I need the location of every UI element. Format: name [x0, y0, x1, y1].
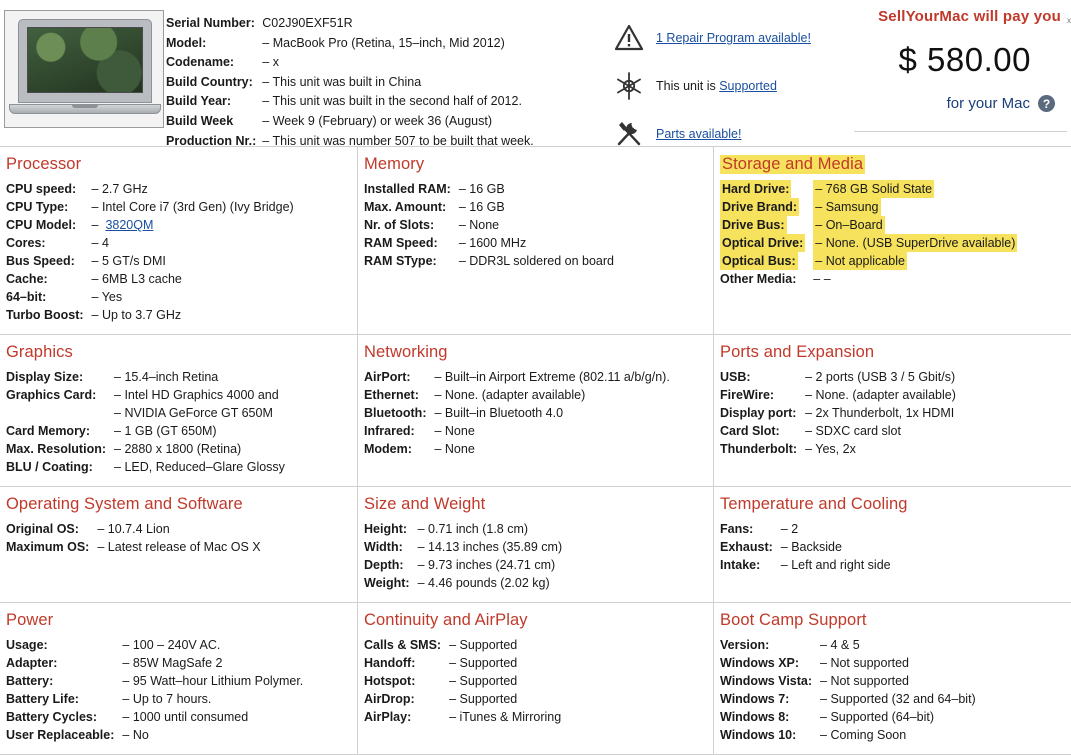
- other-media-value: – –: [813, 272, 831, 286]
- user-replaceable-value: – No: [122, 728, 149, 742]
- model-value: – MacBook Pro (Retina, 15–inch, Mid 2012): [262, 35, 505, 50]
- parts-available-text: [656, 127, 741, 141]
- depth-label: Depth:: [364, 558, 404, 572]
- table-row: [6, 386, 357, 404]
- width-label: Width:: [364, 540, 403, 554]
- table-row: [364, 234, 713, 252]
- table-row: [720, 404, 1071, 422]
- build-week-label: Build Week: [166, 113, 234, 128]
- section-temperature: [713, 487, 1071, 602]
- table-row: [720, 368, 1071, 386]
- table-row: [6, 198, 357, 216]
- ram-speed-value: – 1600 MHz: [458, 236, 527, 250]
- table-row: [720, 520, 1071, 538]
- windows-xp-label: Windows XP:: [720, 656, 800, 670]
- cpu-speed-label: CPU speed:: [6, 182, 77, 196]
- hotspot-value: – Supported: [449, 674, 518, 688]
- price-amount: $ 580.00: [898, 41, 1031, 78]
- display-size-label: Display Size:: [6, 370, 84, 384]
- section-ports: [713, 335, 1071, 486]
- continuity-table: [364, 636, 713, 726]
- warning-icon: [612, 21, 646, 55]
- power-table: [6, 636, 357, 744]
- hard-drive-value: – 768 GB Solid State: [815, 182, 933, 196]
- ram-speed-label: RAM Speed:: [364, 236, 438, 250]
- fans-value: – 2: [780, 522, 799, 536]
- section-storage: [713, 147, 1071, 334]
- macbook-thumbnail: [4, 10, 164, 128]
- bootcamp-title: Boot Camp Support: [720, 611, 867, 629]
- repair-program-link[interactable]: 1 Repair Program available!: [656, 31, 811, 45]
- table-row: [166, 112, 534, 132]
- exhaust-label: Exhaust:: [720, 540, 773, 554]
- ram-stype-label: RAM SType:: [364, 254, 437, 268]
- corner-note: x: [1067, 16, 1071, 25]
- airplay-label: AirPlay:: [364, 710, 412, 724]
- cores-label: Cores:: [6, 236, 46, 250]
- section-networking: [357, 335, 713, 486]
- ethernet-value: – None. (adapter available): [434, 388, 586, 402]
- table-row: [720, 422, 1071, 440]
- blu-coating-label: BLU / Coating:: [6, 460, 93, 474]
- table-row: [364, 422, 713, 440]
- turbo-boost-label: Turbo Boost:: [6, 308, 84, 322]
- cache-value: – 6MB L3 cache: [91, 272, 182, 286]
- battery-cycles-value: – 1000 until consumed: [122, 710, 249, 724]
- max-amount-value: – 16 GB: [458, 200, 505, 214]
- section-continuity: [357, 603, 713, 754]
- section-size: [357, 487, 713, 602]
- usage-value: – 100 – 240V AC.: [122, 638, 221, 652]
- support-status-badge: [612, 62, 851, 110]
- drive-brand-label: Drive Brand:: [722, 200, 798, 214]
- battery-life-label: Battery Life:: [6, 692, 79, 706]
- table-row: [6, 252, 357, 270]
- table-row: [720, 386, 1071, 404]
- turbo-boost-value: – Up to 3.7 GHz: [91, 308, 182, 322]
- maximum-os-label: Maximum OS:: [6, 540, 90, 554]
- serial-number-label: Serial Number:: [166, 16, 255, 30]
- table-row: [6, 520, 357, 538]
- processor-table: [6, 180, 357, 324]
- graphics-card-label: Graphics Card:: [6, 388, 97, 402]
- 64bit-label: 64–bit:: [6, 290, 47, 304]
- height-value: – 0.71 inch (1.8 cm): [417, 522, 529, 536]
- table-row: [6, 538, 357, 556]
- table-row: [6, 672, 357, 690]
- spec-row-3: [0, 487, 1071, 603]
- graphics-title: Graphics: [6, 343, 73, 361]
- cpu-type-label: CPU Type:: [6, 200, 69, 214]
- windows-8-value: – Supported (64–bit): [820, 710, 934, 724]
- table-row: [364, 368, 713, 386]
- table-row: [364, 180, 713, 198]
- nr-slots-label: Nr. of Slots:: [364, 218, 435, 232]
- codename-value: – x: [262, 55, 279, 70]
- laptop-base-icon: [9, 104, 161, 114]
- max-amount-label: Max. Amount:: [364, 200, 447, 214]
- hotspot-label: Hotspot:: [364, 674, 416, 688]
- optical-drive-label: Optical Drive:: [722, 236, 804, 250]
- max-resolution-label: Max. Resolution:: [6, 442, 107, 456]
- nr-slots-value: – None: [458, 218, 500, 232]
- windows-vista-value: – Not supported: [820, 674, 909, 688]
- windows-vista-label: Windows Vista:: [720, 674, 813, 688]
- usb-value: – 2 ports (USB 3 / 5 Gbit/s): [805, 370, 956, 384]
- temperature-title: Temperature and Cooling: [720, 495, 908, 513]
- card-slot-label: Card Slot:: [720, 424, 780, 438]
- networking-table: [364, 368, 713, 458]
- table-row: [720, 538, 1071, 556]
- calls-sms-value: – Supported: [449, 638, 518, 652]
- ports-title: Ports and Expansion: [720, 343, 875, 361]
- width-value: – 14.13 inches (35.89 cm): [417, 540, 563, 554]
- spec-grid: [0, 146, 1071, 755]
- build-country-value: – This unit was built in China: [262, 74, 422, 89]
- table-row: [364, 708, 713, 726]
- optical-drive-value: – None. (USB SuperDrive available): [815, 236, 1016, 250]
- price-divider: [854, 131, 1067, 132]
- production-nr-value: – This unit was number 507 to be built that week.: [262, 133, 534, 148]
- drive-bus-label: Drive Bus:: [722, 218, 785, 232]
- table-row: [364, 690, 713, 708]
- firewire-label: FireWire:: [720, 388, 775, 402]
- infrared-label: Infrared:: [364, 424, 415, 438]
- table-row: [720, 234, 1071, 252]
- processor-title: Processor: [6, 155, 82, 173]
- table-row: [720, 252, 1071, 270]
- table-row: [166, 53, 534, 73]
- table-row: [720, 726, 1071, 744]
- table-row: [364, 520, 713, 538]
- price-block: [851, 6, 1071, 138]
- section-memory: [357, 147, 713, 334]
- table-row: [166, 92, 534, 112]
- installed-ram-value: – 16 GB: [458, 182, 505, 196]
- table-row: [720, 708, 1071, 726]
- cpu-speed-value: – 2.7 GHz: [91, 182, 148, 196]
- battery-value: – 95 Watt–hour Lithium Polymer.: [122, 674, 304, 688]
- identification-specs: [166, 6, 606, 148]
- memory-table: [364, 180, 713, 270]
- table-row: [6, 708, 357, 726]
- windows-xp-value: – Not supported: [820, 656, 909, 670]
- table-row: [720, 690, 1071, 708]
- table-row: [364, 252, 713, 270]
- windows-7-label: Windows 7:: [720, 692, 790, 706]
- table-row: [720, 216, 1071, 234]
- battery-label: Battery:: [6, 674, 54, 688]
- price-footer-row: [851, 95, 1067, 112]
- depth-value: – 9.73 inches (24.71 cm): [417, 558, 556, 572]
- adapter-value: – 85W MagSafe 2: [122, 656, 223, 670]
- drive-brand-value: – Samsung: [815, 200, 879, 214]
- cores-value: – 4: [91, 236, 109, 250]
- table-row: [720, 636, 1071, 654]
- installed-ram-label: Installed RAM:: [364, 182, 451, 196]
- build-year-label: Build Year:: [166, 94, 232, 109]
- table-row: [720, 198, 1071, 216]
- table-row: [364, 556, 713, 574]
- table-row: [720, 672, 1071, 690]
- section-os: [0, 487, 357, 602]
- section-processor: [0, 147, 357, 334]
- table-row: [720, 556, 1071, 574]
- table-row: [720, 180, 1071, 198]
- table-row: [166, 34, 534, 54]
- codename-label: Codename:: [166, 55, 235, 70]
- build-country-label: Build Country:: [166, 74, 253, 89]
- other-media-label: Other Media:: [720, 272, 797, 286]
- table-row: [6, 288, 357, 306]
- continuity-title: Continuity and AirPlay: [364, 611, 528, 629]
- modem-value: – None: [434, 442, 475, 456]
- build-year-value: – This unit was built in the second half of 2012.: [262, 94, 522, 109]
- fans-label: Fans:: [720, 522, 754, 536]
- spec-row-1: [0, 147, 1071, 335]
- table-row: [720, 270, 1071, 288]
- usb-label: USB:: [720, 370, 751, 384]
- graphics-card-value-2: – NVIDIA GeForce GT 650M: [114, 406, 273, 420]
- windows-8-label: Windows 8:: [720, 710, 790, 724]
- table-row: [364, 198, 713, 216]
- identification-table: [166, 14, 534, 151]
- infrared-value: – None: [434, 424, 475, 438]
- graphics-card-value: – Intel HD Graphics 4000 and: [114, 388, 279, 402]
- storage-table: [720, 180, 1071, 288]
- table-row: [6, 270, 357, 288]
- windows-10-label: Windows 10:: [720, 728, 797, 742]
- section-graphics: [0, 335, 357, 486]
- table-row: [364, 654, 713, 672]
- table-row: [364, 216, 713, 234]
- max-resolution-value: – 2880 x 1800 (Retina): [114, 442, 242, 456]
- table-row: [166, 73, 534, 93]
- price-tagline: SellYourMac will pay you: [878, 8, 1061, 25]
- supported-link[interactable]: Supported: [719, 79, 777, 93]
- firewire-value: – None. (adapter available): [805, 388, 956, 402]
- table-row: [6, 636, 357, 654]
- tools-icon: [612, 117, 646, 151]
- build-week-value: – Week 9 (February) or week 36 (August): [262, 113, 493, 128]
- thunderbolt-value: – Yes, 2x: [805, 442, 856, 456]
- support-status-prefix: This unit is: [656, 79, 720, 93]
- table-row: [6, 216, 357, 234]
- support-status-text: [656, 79, 777, 93]
- height-label: Height:: [364, 522, 408, 536]
- bootcamp-table: [720, 636, 1071, 744]
- model-label: Model:: [166, 35, 207, 50]
- usage-label: Usage:: [6, 638, 48, 652]
- temperature-table: [720, 520, 1071, 574]
- drive-bus-value: – On–Board: [815, 218, 883, 232]
- table-row: [6, 690, 357, 708]
- size-table: [364, 520, 713, 592]
- airport-value: – Built–in Airport Extreme (802.11 a/b/g/n).: [434, 370, 670, 384]
- calls-sms-label: Calls & SMS:: [364, 638, 442, 652]
- hard-drive-label: Hard Drive:: [722, 182, 790, 196]
- table-row: [364, 574, 713, 592]
- windows-10-value: – Coming Soon: [820, 728, 907, 742]
- os-table: [6, 520, 357, 556]
- user-replaceable-label: User Replaceable:: [6, 728, 115, 742]
- cpu-model-value: – 3820QM: [91, 218, 154, 232]
- snowflake-icon: [612, 69, 646, 103]
- table-row: [364, 404, 713, 422]
- table-row: [6, 306, 357, 324]
- intake-value: – Left and right side: [780, 558, 891, 572]
- ram-stype-value: – DDR3L soldered on board: [458, 254, 615, 268]
- power-title: Power: [6, 611, 54, 629]
- version-value: – 4 & 5: [820, 638, 860, 652]
- table-row: [6, 234, 357, 252]
- display-size-value: – 15.4–inch Retina: [114, 370, 219, 384]
- table-row: [720, 654, 1071, 672]
- table-row: [6, 654, 357, 672]
- airplay-value: – iTunes & Mirroring: [449, 710, 562, 724]
- parts-available-link[interactable]: Parts available!: [656, 127, 742, 141]
- size-title: Size and Weight: [364, 495, 486, 513]
- table-row: [364, 386, 713, 404]
- table-row: [720, 440, 1071, 458]
- original-os-value: – 10.7.4 Lion: [97, 522, 170, 536]
- bluetooth-label: Bluetooth:: [364, 406, 427, 420]
- repair-program-text: [656, 31, 811, 45]
- display-port-label: Display port:: [720, 406, 797, 420]
- graphics-table: [6, 368, 357, 476]
- maximum-os-value: – Latest release of Mac OS X: [97, 540, 261, 554]
- handoff-value: – Supported: [449, 656, 518, 670]
- airdrop-label: AirDrop:: [364, 692, 415, 706]
- airport-label: AirPort:: [364, 370, 411, 384]
- display-port-value: – 2x Thunderbolt, 1x HDMI: [805, 406, 955, 420]
- status-badges: [606, 6, 851, 141]
- storage-title: Storage and Media: [722, 155, 864, 173]
- card-memory-value: – 1 GB (GT 650M): [114, 424, 217, 438]
- spec-row-4: [0, 603, 1071, 755]
- battery-cycles-label: Battery Cycles:: [6, 710, 98, 724]
- thunderbolt-label: Thunderbolt:: [720, 442, 798, 456]
- os-title: Operating System and Software: [6, 495, 243, 513]
- intake-label: Intake:: [720, 558, 761, 572]
- battery-life-value: – Up to 7 hours.: [122, 692, 212, 706]
- product-image-wrap: [0, 6, 166, 138]
- table-row: [6, 440, 357, 458]
- adapter-label: Adapter:: [6, 656, 58, 670]
- table-row: [166, 14, 534, 34]
- repair-program-badge: [612, 14, 851, 62]
- table-row: [364, 636, 713, 654]
- modem-label: Modem:: [364, 442, 412, 456]
- table-row: [6, 726, 357, 744]
- card-memory-label: Card Memory:: [6, 424, 91, 438]
- graphics-card-label-2: [6, 404, 114, 422]
- airdrop-value: – Supported: [449, 692, 518, 706]
- table-row: [6, 404, 357, 422]
- help-icon[interactable]: ?: [1038, 95, 1055, 112]
- windows-7-value: – Supported (32 and 64–bit): [820, 692, 976, 706]
- price-footer-label: for your Mac: [946, 95, 1030, 112]
- original-os-label: Original OS:: [6, 522, 79, 536]
- cpu-model-link[interactable]: 3820QM: [105, 218, 154, 232]
- version-label: Version:: [720, 638, 770, 652]
- section-power: [0, 603, 357, 754]
- cache-label: Cache:: [6, 272, 48, 286]
- cpu-model-label: CPU Model:: [6, 218, 77, 232]
- table-row: [364, 440, 713, 458]
- 64bit-value: – Yes: [91, 290, 123, 304]
- bus-speed-label: Bus Speed:: [6, 254, 75, 268]
- production-nr-label: Production Nr.:: [166, 133, 257, 148]
- section-bootcamp: [713, 603, 1071, 754]
- optical-bus-label: Optical Bus:: [722, 254, 796, 268]
- networking-title: Networking: [364, 343, 448, 361]
- spec-row-2: [0, 335, 1071, 487]
- cpu-type-value: – Intel Core i7 (3rd Gen) (Ivy Bridge): [91, 200, 294, 214]
- laptop-lid-icon: [18, 19, 152, 103]
- ports-table: [720, 368, 1071, 458]
- table-row: [364, 538, 713, 556]
- table-row: [364, 672, 713, 690]
- blu-coating-value: – LED, Reduced–Glare Glossy: [114, 460, 285, 474]
- exhaust-value: – Backside: [780, 540, 842, 554]
- weight-value: – 4.46 pounds (2.02 kg): [417, 576, 550, 590]
- table-row: [6, 180, 357, 198]
- memory-title: Memory: [364, 155, 425, 173]
- table-row: [6, 368, 357, 386]
- laptop-screen-icon: [27, 27, 143, 93]
- header: [0, 0, 1071, 146]
- weight-label: Weight:: [364, 576, 410, 590]
- card-slot-value: – SDXC card slot: [805, 424, 901, 438]
- bluetooth-value: – Built–in Bluetooth 4.0: [434, 406, 564, 420]
- bus-speed-value: – 5 GT/s DMI: [91, 254, 166, 268]
- serial-number-value: C02J90EXF51R: [262, 16, 353, 30]
- handoff-label: Handoff:: [364, 656, 416, 670]
- ethernet-label: Ethernet:: [364, 388, 419, 402]
- table-row: [6, 422, 357, 440]
- optical-bus-value: – Not applicable: [815, 254, 905, 268]
- table-row: [6, 458, 357, 476]
